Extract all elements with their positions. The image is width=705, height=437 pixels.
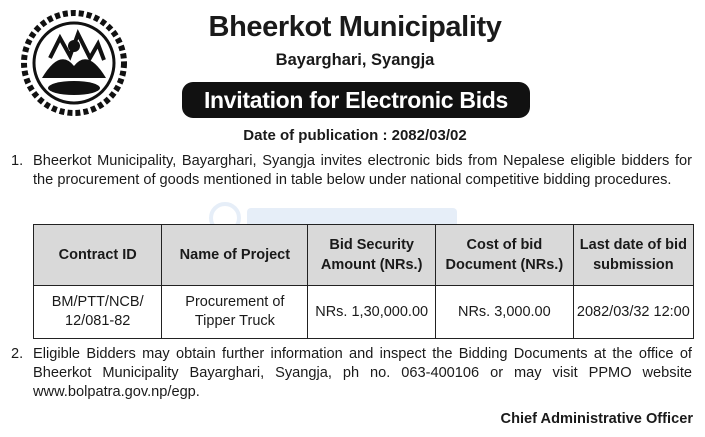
municipality-address: Bayarghari, Syangja — [275, 51, 435, 69]
cell-last-date: 2082/03/32 12:00 — [573, 286, 693, 339]
paragraph-2: Eligible Bidders may obtain further information and inspect the Bidding Documents at the office of Bheerkot Municipality Bayarghari, Syangja, ph no. 063-400106 or may visit PPMO website www.bolpatra.gov.np/egp. — [33, 346, 692, 400]
table-row — [34, 286, 694, 339]
paragraph-number-1: 1. — [11, 153, 24, 169]
municipality-emblem-icon — [20, 8, 128, 118]
notice-banner: Invitation for Electronic Bids — [182, 82, 530, 118]
cell-contract-id: BM/PTT/NCB/ 12/081-82 — [34, 286, 162, 339]
header-document-cost: Cost of bid Document (NRs.) — [435, 225, 573, 286]
municipality-title: Bheerkot Municipality — [208, 11, 502, 43]
header-last-date: Last date of bid submission — [573, 225, 693, 286]
publication-date: Date of publication : 2082/03/02 — [243, 127, 467, 144]
header-bid-security: Bid Security Amount (NRs.) — [308, 225, 436, 286]
paragraph-number-2: 2. — [11, 346, 24, 362]
signatory: Chief Administrative Officer — [500, 411, 693, 427]
cell-project-name: Procurement of Tipper Truck — [162, 286, 308, 339]
bids-table — [33, 224, 694, 339]
cell-document-cost: NRs. 3,000.00 — [435, 286, 573, 339]
table-header-row — [34, 225, 694, 286]
cell-bid-security: NRs. 1,30,000.00 — [308, 286, 436, 339]
header-project-name: Name of Project — [162, 225, 308, 286]
header-contract-id: Contract ID — [34, 225, 162, 286]
paragraph-1: Bheerkot Municipality, Bayarghari, Syangja invites electronic bids from Nepalese eligible bidders for the procurement of goods mentioned in table below under national competitive bidding procedures. — [33, 153, 692, 188]
